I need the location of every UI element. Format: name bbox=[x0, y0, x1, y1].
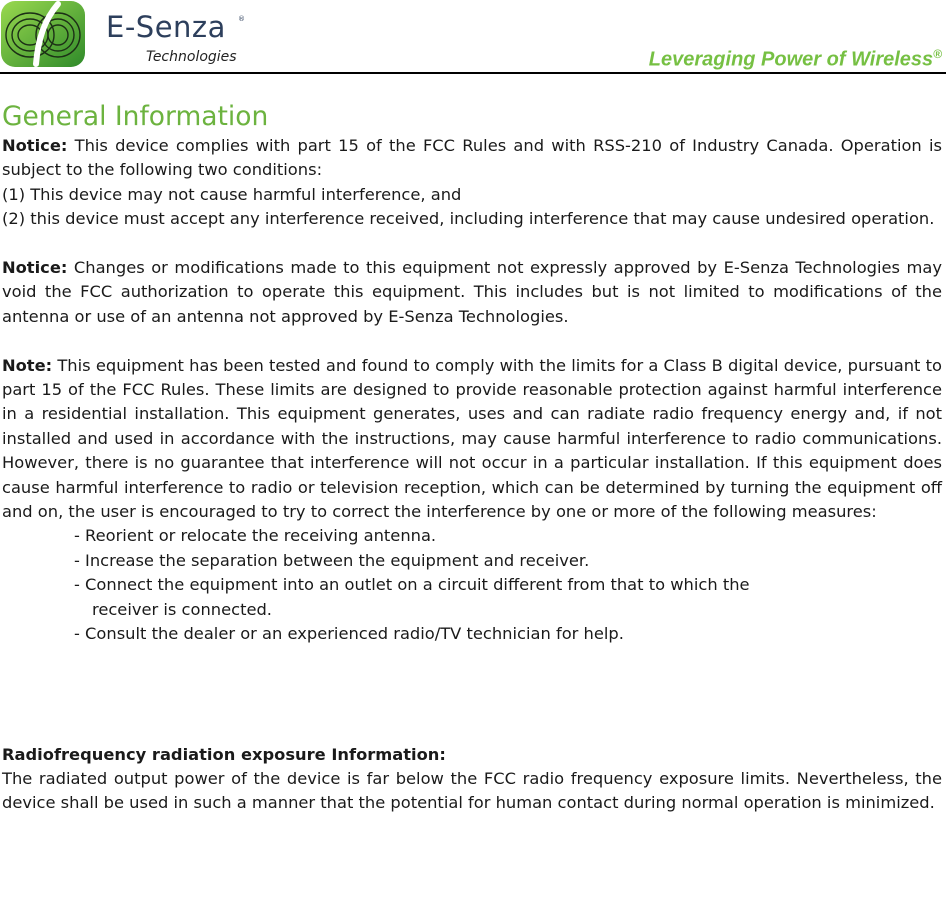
rf-exposure-title: Radiofrequency radiation exposure Information: bbox=[2, 744, 446, 764]
tagline-text: Leveraging Power of Wireless bbox=[648, 48, 934, 71]
condition-1: (1) This device may not cause harmful interference, and bbox=[2, 184, 462, 204]
notice-text: This device complies with part 15 of the FCC Rules and with RSS-210 of Industry Canada. Operation is subject to the following two conditions: bbox=[2, 136, 942, 180]
list-item: - Increase the separation between the equipment and receiver. bbox=[74, 550, 590, 570]
tagline bbox=[649, 47, 942, 72]
notice-fcc-compliance bbox=[2, 134, 942, 183]
spacer bbox=[2, 232, 942, 256]
note-text: This equipment has been tested and found to comply with the limits for a Class B digital device, pursuant to part 15 of the FCC Rules. These limits are designed to provide reasonable protection against harmful interference in a residential installation. This equipment generates, uses and can radiate radio frequency energy and, if not installed and used in accordance with the instructions, may cause harmful interference to radio communications. However, there is no guarantee that interference will not occur in a particular installation. If this equipment does cause harmful interference to radio or television reception, which can be determined by turning the equipment off and on, the user is encouraged to try to correct the interference by one or more of the following measures: bbox=[2, 355, 942, 522]
list-item: - Reorient or relocate the receiving antenna. bbox=[74, 526, 437, 546]
e-senza-logo-icon bbox=[0, 0, 86, 68]
brand-subtitle: Technologies bbox=[146, 49, 237, 65]
spacer bbox=[2, 647, 942, 743]
brand-name: E-Senza bbox=[106, 10, 226, 44]
notice-modifications bbox=[2, 256, 942, 329]
measures-list bbox=[2, 524, 942, 646]
document-body bbox=[2, 100, 942, 816]
note-class-b bbox=[2, 354, 942, 525]
list-item-continuation: receiver is connected. bbox=[92, 599, 272, 619]
tagline-registered-mark: ® bbox=[933, 47, 942, 61]
brand-registered-mark: ® bbox=[238, 15, 245, 23]
section-title: General Information bbox=[2, 101, 269, 132]
note-label: Note: bbox=[2, 355, 53, 375]
spacer bbox=[2, 329, 942, 353]
page-header bbox=[0, 0, 946, 76]
condition-2: (2) this device must accept any interference received, including interference that may cause undesired operation. bbox=[2, 209, 935, 229]
rf-exposure-text: The radiated output power of the device is far below the FCC radio frequency exposure limits. Nevertheless, the device shall be used in such a manner that the potential for human contact during normal operation is minimized. bbox=[2, 768, 942, 813]
notice-label: Notice: bbox=[2, 136, 68, 155]
list-item: - Connect the equipment into an outlet on a circuit different from that to which the bbox=[74, 575, 750, 595]
list-item: - Consult the dealer or an experienced radio/TV technician for help. bbox=[74, 624, 624, 644]
notice-label: Notice: bbox=[2, 258, 68, 278]
header-divider bbox=[0, 72, 946, 74]
notice-text: Changes or modifications made to this equipment not expressly approved by E-Senza Technologies may void the FCC authorization to operate this equipment. This includes but is not limited to modifications of the antenna or use of an antenna not approved by E-Senza Technologies. bbox=[2, 258, 942, 326]
